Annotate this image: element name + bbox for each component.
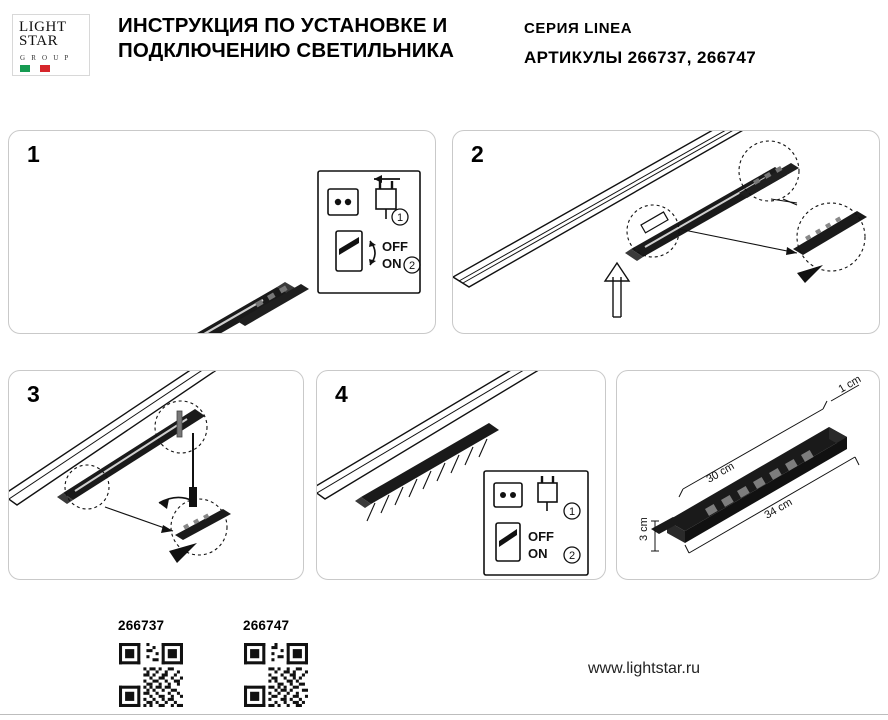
page-title: ИНСТРУКЦИЯ ПО УСТАНОВКЕ И ПОДКЛЮЧЕНИЮ СВЕТИЛЬНИКА xyxy=(118,14,455,62)
step-2-illustration xyxy=(453,131,880,334)
italy-flag-icon xyxy=(20,65,50,72)
footer-divider xyxy=(0,714,888,715)
svg-text:1: 1 xyxy=(396,212,404,224)
step-4-number: 4 xyxy=(335,381,348,407)
qr-label-266737: 266737 xyxy=(118,618,165,633)
dimensions-illustration xyxy=(617,371,880,580)
step-2-panel xyxy=(452,130,880,334)
step-3-panel xyxy=(8,370,304,580)
svg-text:OFF: OFF xyxy=(528,529,554,544)
svg-text:34 cm: 34 cm xyxy=(762,496,795,522)
page-header xyxy=(0,0,888,100)
step-3-number: 3 xyxy=(27,381,40,407)
series-label: СЕРИЯ LINEA xyxy=(524,20,633,37)
logo-line-2: STAR xyxy=(19,33,59,49)
svg-text:3 cm: 3 cm xyxy=(638,517,650,541)
qr-code-266737[interactable] xyxy=(119,643,183,707)
svg-text:2: 2 xyxy=(568,550,576,562)
svg-text:1: 1 xyxy=(568,506,576,518)
svg-text:30 cm: 30 cm xyxy=(704,460,737,486)
logo-line-1: LIGHT xyxy=(19,19,67,35)
svg-text:1 cm: 1 cm xyxy=(836,373,864,396)
logo-wordmark xyxy=(19,20,67,48)
brand-logo xyxy=(12,14,90,76)
step-4-panel xyxy=(316,370,606,580)
svg-text:2: 2 xyxy=(408,260,416,272)
svg-text:ON: ON xyxy=(528,546,548,561)
logo-group-label: G R O U P xyxy=(20,54,71,62)
website-link[interactable]: www.lightstar.ru xyxy=(588,660,701,677)
svg-text:ON: ON xyxy=(382,256,402,271)
svg-text:OFF: OFF xyxy=(382,239,408,254)
step-1-number: 1 xyxy=(27,141,40,167)
power-instruction-group-1 xyxy=(314,167,424,297)
qr-label-266747: 266747 xyxy=(243,618,290,633)
step-1-panel xyxy=(8,130,436,334)
qr-code-266747[interactable] xyxy=(244,643,308,707)
dimensions-panel xyxy=(616,370,880,580)
step-2-number: 2 xyxy=(471,141,484,167)
step-3-illustration xyxy=(9,371,304,580)
power-instruction-group-2 xyxy=(477,469,597,577)
articles-label: АРТИКУЛЫ 266737, 266747 xyxy=(524,48,757,67)
